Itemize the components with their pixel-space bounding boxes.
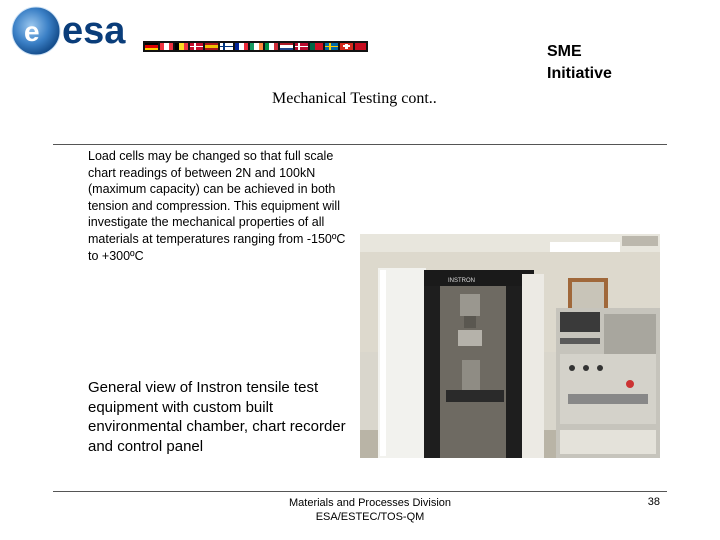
sme-initiative-label [547, 41, 612, 85]
footer-division: Materials and Processes Division [288, 497, 451, 509]
page-number: 38 [647, 496, 660, 508]
initiative-line: Initiative [547, 65, 612, 82]
top-divider [53, 144, 667, 145]
slide-title: Mechanical Testing cont.. [272, 90, 437, 107]
footer [220, 496, 520, 524]
instron-equipment-photo [360, 234, 660, 458]
bottom-divider [53, 491, 667, 492]
instron-label: INSTRON [448, 278, 475, 284]
sme-line: SME [547, 43, 582, 60]
member-flags-strip [143, 41, 368, 52]
esa-wordmark: esa [62, 10, 126, 52]
photo-caption: General view of Instron tensile test equipment with custom built environmental chamber, chart recorder and control panel [88, 379, 346, 455]
esa-logo [10, 5, 370, 57]
body-paragraph: Load cells may be changed so that full scale chart readings of between 2N and 100kN (maximum capacity) can be achieved in both tension and compression. This equipment will investigate the mechanical properties of all materials at temperatures ranging from -150ºC to +300ºC [88, 149, 346, 263]
footer-department: ESA/ESTEC/TOS-QM [315, 511, 425, 523]
svg-text:e: e [24, 16, 40, 47]
